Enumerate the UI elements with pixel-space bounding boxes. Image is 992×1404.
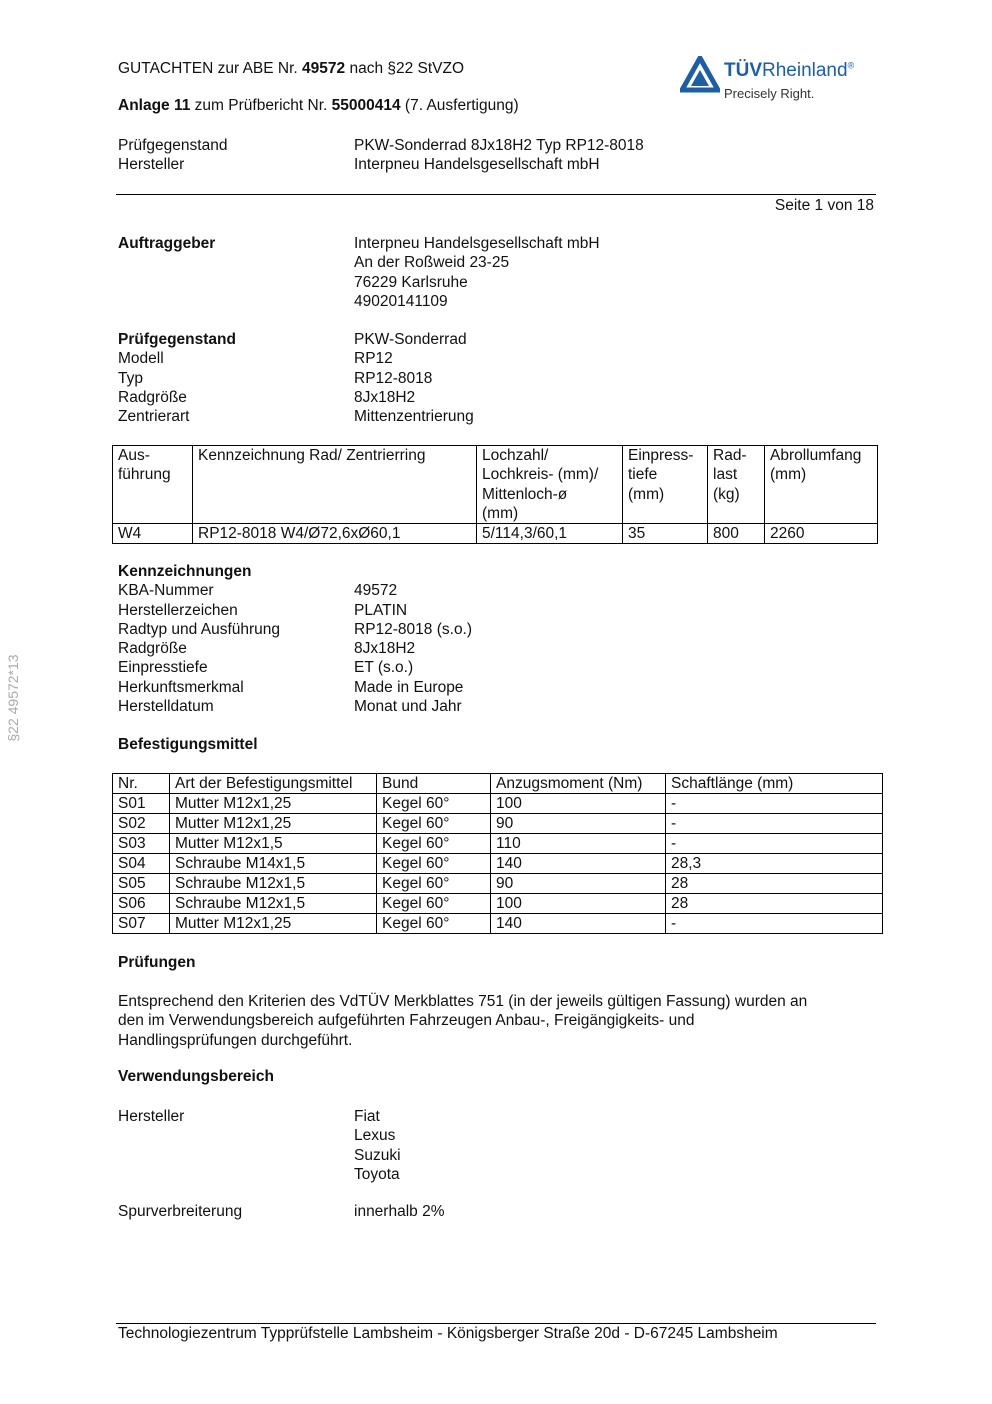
logo-wordmark	[724, 60, 854, 82]
header-cell: Anzugsmoment (Nm)	[491, 774, 666, 794]
header-cell: Bund	[377, 774, 491, 794]
pruefgegenstand-value: PKW-Sonderrad	[354, 331, 467, 348]
table-cell: S04	[113, 854, 170, 874]
kv-row	[118, 349, 878, 368]
kv-row	[118, 330, 878, 349]
table-cell: Kegel 60°	[377, 894, 491, 914]
manufacturer: Lexus	[354, 1127, 396, 1145]
table-cell: S03	[113, 834, 170, 854]
info-value: Interpneu Handelsgesellschaft mbH	[354, 156, 600, 174]
logo-tagline: Precisely Right.	[724, 86, 815, 101]
kv-row	[118, 1107, 878, 1126]
report-subtitle	[118, 97, 519, 115]
paragraph-line: den im Verwendungsbereich aufgeführten Fahrzeugen Anbau-, Freigängigkeits- und	[118, 1012, 695, 1030]
table-row	[113, 834, 883, 854]
pruefungen-text	[118, 992, 807, 1050]
kv-value: 49572	[354, 582, 398, 600]
paragraph-line: Handlingsprüfungen durchgeführt.	[118, 1031, 353, 1049]
section-heading: Kennzeichnungen	[118, 563, 252, 580]
report-title	[118, 60, 464, 78]
tuv-triangle-icon	[680, 56, 720, 94]
table-cell: Kegel 60°	[377, 814, 491, 834]
header-cell: Kennzeichnung Rad/ Zentrierring	[193, 446, 477, 524]
subtitle-suffix: (7. Ausfertigung)	[400, 97, 519, 114]
kv-value: PLATIN	[354, 601, 408, 619]
kv-value: innerhalb 2%	[354, 1203, 445, 1220]
header-cell: Aus- führung	[113, 446, 193, 524]
table-cell: Mutter M12x1,5	[170, 834, 377, 854]
pruefungen-heading: Prüfungen	[118, 954, 196, 971]
table-cell: RP12-8018 W4/Ø72,6xØ60,1	[193, 524, 477, 544]
kv-value: RP12-8018 (s.o.)	[354, 620, 473, 638]
kv-row	[118, 1146, 878, 1165]
table-cell: -	[666, 834, 883, 854]
table-cell: S07	[113, 914, 170, 934]
kv-row	[118, 639, 878, 658]
logo-registered: ®	[847, 60, 855, 71]
kv-value: 8Jx18H2	[354, 640, 416, 658]
kv-key: KBA-Nummer	[118, 582, 214, 600]
table-cell: 5/114,3/60,1	[477, 524, 623, 544]
header-cell: Art der Befestigungsmittel	[170, 774, 377, 794]
befestigung-heading: Befestigungsmittel	[118, 736, 258, 753]
header-info-row	[118, 136, 878, 155]
auftraggeber-line: 76229 Karlsruhe	[354, 273, 468, 291]
logo-brand-b: Rheinland	[762, 60, 848, 81]
kv-row	[118, 369, 878, 388]
befestigung-table	[112, 773, 883, 934]
table-row	[113, 524, 878, 544]
variant-table-header	[113, 446, 878, 524]
kv-value: RP12-8018	[354, 369, 433, 387]
verwendung-hersteller	[118, 1107, 878, 1184]
kv-value: ET (s.o.)	[354, 659, 414, 677]
header-cell: Nr.	[113, 774, 170, 794]
auftraggeber-label: Auftraggeber	[118, 235, 216, 252]
header-cell: Abrollumfang (mm)	[765, 446, 878, 524]
table-cell: 140	[491, 914, 666, 934]
table-cell: 35	[623, 524, 708, 544]
table-cell: 110	[491, 834, 666, 854]
table-row	[113, 874, 883, 894]
info-key: Hersteller	[118, 156, 185, 174]
variant-table	[112, 445, 878, 544]
table-row	[113, 814, 883, 834]
auftraggeber-section	[118, 234, 878, 311]
table-cell: 28	[666, 894, 883, 914]
table-cell: 2260	[765, 524, 878, 544]
info-value: PKW-Sonderrad 8Jx18H2 Typ RP12-8018	[354, 137, 644, 154]
kv-row	[118, 1202, 878, 1221]
table-cell: Mutter M12x1,25	[170, 794, 377, 814]
table-row	[113, 894, 883, 914]
manufacturer: Suzuki	[354, 1146, 401, 1164]
table-row	[113, 914, 883, 934]
pruefgegenstand-label: Prüfgegenstand	[118, 331, 236, 348]
header-cell: Lochzahl/ Lochkreis- (mm)/ Mittenloch-ø (mm)	[477, 446, 623, 524]
kv-key: Zentrierart	[118, 408, 190, 426]
table-cell: 800	[708, 524, 765, 544]
table-cell: 100	[491, 894, 666, 914]
kv-row	[118, 273, 878, 292]
table-row	[113, 794, 883, 814]
table-cell: Kegel 60°	[377, 874, 491, 894]
title-prefix: GUTACHTEN zur ABE Nr.	[118, 60, 303, 77]
info-key: Prüfgegenstand	[118, 137, 228, 154]
header-info-row	[118, 155, 878, 174]
header-cell: Rad- last (kg)	[708, 446, 765, 524]
kv-row	[118, 581, 878, 600]
table-cell: 90	[491, 874, 666, 894]
kv-row	[118, 678, 878, 697]
manufacturer: Fiat	[354, 1108, 380, 1125]
auftraggeber-line: Interpneu Handelsgesellschaft mbH	[354, 235, 600, 252]
kv-row	[118, 620, 878, 639]
table-cell: 90	[491, 814, 666, 834]
table-cell: Mutter M12x1,25	[170, 914, 377, 934]
kv-row	[118, 1126, 878, 1145]
manufacturer: Toyota	[354, 1165, 400, 1183]
table-cell: W4	[113, 524, 193, 544]
table-cell: S02	[113, 814, 170, 834]
table-cell: S06	[113, 894, 170, 914]
kv-row	[118, 1165, 878, 1184]
table-cell: -	[666, 794, 883, 814]
footer-text: Technologiezentrum Typprüfstelle Lambsheim - Königsberger Straße 20d - D-67245 Lambsheim	[118, 1325, 778, 1342]
page-number: Seite 1 von 18	[774, 197, 874, 214]
table-row	[113, 854, 883, 874]
table-cell: Mutter M12x1,25	[170, 814, 377, 834]
side-stamp: §22 49572*13	[5, 654, 21, 742]
tuv-rheinland-logo	[680, 56, 870, 106]
kv-row	[118, 234, 878, 253]
table-cell: S05	[113, 874, 170, 894]
auftraggeber-line: An der Roßweid 23-25	[354, 254, 510, 272]
verwendung-heading: Verwendungsbereich	[118, 1068, 274, 1085]
kv-key: Radgröße	[118, 388, 187, 406]
kv-key: Hersteller	[118, 1108, 185, 1125]
title-suffix: nach §22 StVZO	[345, 60, 465, 77]
kv-value: Mittenzentrierung	[354, 408, 474, 426]
table-cell: S01	[113, 794, 170, 814]
kv-value: RP12	[354, 350, 393, 368]
anlage-label: Anlage 11	[118, 97, 191, 114]
kv-row	[118, 253, 878, 272]
kv-row	[118, 407, 878, 426]
header-cell: Einpress- tiefe (mm)	[623, 446, 708, 524]
table-cell: Kegel 60°	[377, 794, 491, 814]
kv-key: Radtyp und Ausführung	[118, 620, 281, 638]
kv-key: Modell	[118, 350, 164, 368]
kv-row	[118, 601, 878, 620]
footer-divider	[116, 1323, 876, 1324]
abe-number: 49572	[302, 60, 346, 77]
paragraph-line: Entsprechend den Kriterien des VdTÜV Merkblattes 751 (in der jeweils gültigen Fassung) wurden an	[118, 993, 808, 1010]
auftraggeber-line: 49020141109	[354, 292, 448, 310]
table-cell: 28	[666, 874, 883, 894]
pruefgegenstand-section	[118, 330, 878, 426]
header-info	[118, 136, 878, 175]
table-cell: Schraube M12x1,5	[170, 894, 377, 914]
logo-brand-a: TÜV	[724, 60, 762, 81]
table-cell: Schraube M12x1,5	[170, 874, 377, 894]
table-cell: 28,3	[666, 854, 883, 874]
table-cell: Kegel 60°	[377, 854, 491, 874]
kv-row	[118, 292, 878, 311]
header-cell: Schaftlänge (mm)	[666, 774, 883, 794]
table-cell: Kegel 60°	[377, 834, 491, 854]
kv-key: Typ	[118, 369, 143, 387]
kv-row	[118, 658, 878, 677]
kv-value: Monat und Jahr	[354, 698, 462, 716]
header-divider	[116, 194, 876, 195]
kv-key: Radgröße	[118, 640, 187, 658]
table-cell: -	[666, 814, 883, 834]
kennzeichnungen-section	[118, 562, 878, 716]
table-cell: -	[666, 914, 883, 934]
table-cell: 140	[491, 854, 666, 874]
kv-value: 8Jx18H2	[354, 388, 416, 406]
table-cell: Schraube M14x1,5	[170, 854, 377, 874]
befestigung-table-header	[113, 774, 883, 794]
subtitle-mid: zum Prüfbericht Nr.	[190, 97, 332, 114]
kv-key: Spurverbreiterung	[118, 1203, 243, 1220]
kv-key: Herstelldatum	[118, 698, 214, 716]
verwendung-spur	[118, 1202, 878, 1221]
pruefbericht-number: 55000414	[331, 97, 401, 114]
table-cell: Kegel 60°	[377, 914, 491, 934]
kv-key: Herstellerzeichen	[118, 601, 238, 619]
kv-row	[118, 697, 878, 716]
kv-value: Made in Europe	[354, 678, 464, 696]
table-cell: 100	[491, 794, 666, 814]
kv-key: Herkunftsmerkmal	[118, 678, 244, 696]
kv-key: Einpresstiefe	[118, 659, 208, 677]
kv-row	[118, 388, 878, 407]
